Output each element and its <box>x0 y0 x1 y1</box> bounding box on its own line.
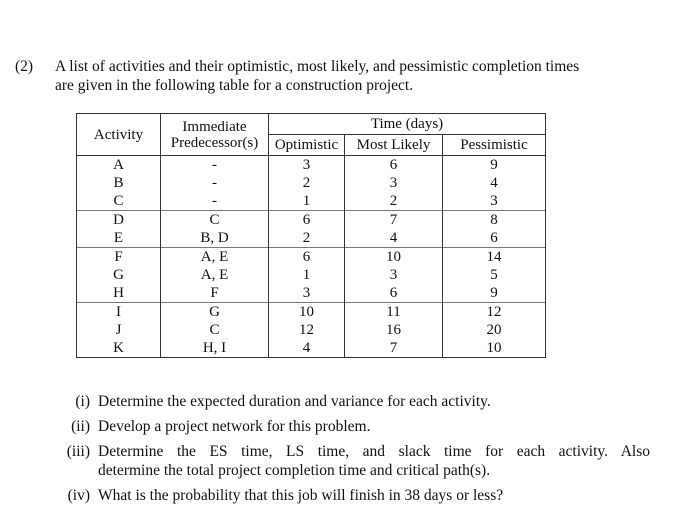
question-number: (i) <box>75 393 90 410</box>
header-activity: Activity <box>77 114 161 156</box>
table-row <box>77 303 546 322</box>
table-row <box>77 284 546 303</box>
question-line: determine the total project completion time and critical path(s). <box>98 462 491 479</box>
problem-intro <box>55 57 655 95</box>
header-immediate-predecessors <box>161 114 269 156</box>
question-line: Develop a project network for this problem. <box>98 418 371 435</box>
cell-optimistic: 2 <box>269 229 345 248</box>
cell-predecessors: - <box>161 192 269 211</box>
question-number: (ii) <box>71 418 90 435</box>
cell-pessimistic: 5 <box>443 266 546 284</box>
header-time-days: Time (days) <box>269 114 546 135</box>
table-row <box>77 174 546 192</box>
table-row <box>77 248 546 267</box>
cell-activity: H <box>77 284 161 303</box>
cell-optimistic: 3 <box>269 156 345 175</box>
cell-predecessors: B, D <box>161 229 269 248</box>
cell-optimistic: 2 <box>269 174 345 192</box>
cell-pessimistic: 12 <box>443 303 546 322</box>
question-number: (iii) <box>66 443 90 460</box>
table-row <box>77 339 546 358</box>
cell-pessimistic: 9 <box>443 156 546 175</box>
cell-optimistic: 12 <box>269 321 345 339</box>
cell-predecessors: A, E <box>161 248 269 267</box>
question-text <box>98 486 650 505</box>
cell-optimistic: 1 <box>269 266 345 284</box>
cell-activity: A <box>77 156 161 175</box>
activity-time-table <box>76 113 546 358</box>
question-item <box>50 442 650 480</box>
cell-activity: B <box>77 174 161 192</box>
question-line: Determine the ES time, LS time, and slack time for each activity. Also <box>98 443 650 460</box>
cell-most-likely: 6 <box>345 156 443 175</box>
question-item <box>50 486 650 505</box>
table-row <box>77 229 546 248</box>
cell-activity: I <box>77 303 161 322</box>
cell-predecessors: - <box>161 174 269 192</box>
cell-pessimistic: 8 <box>443 211 546 230</box>
question-number: (iv) <box>67 487 90 504</box>
cell-activity: G <box>77 266 161 284</box>
cell-pessimistic: 20 <box>443 321 546 339</box>
cell-optimistic: 1 <box>269 192 345 211</box>
table-row <box>77 266 546 284</box>
cell-most-likely: 3 <box>345 266 443 284</box>
cell-most-likely: 7 <box>345 339 443 358</box>
cell-pessimistic: 14 <box>443 248 546 267</box>
problem-intro-line-2: are given in the following table for a construction project. <box>55 77 414 94</box>
cell-most-likely: 16 <box>345 321 443 339</box>
cell-activity: J <box>77 321 161 339</box>
cell-optimistic: 6 <box>269 211 345 230</box>
cell-pessimistic: 3 <box>443 192 546 211</box>
cell-pessimistic: 9 <box>443 284 546 303</box>
cell-predecessors: - <box>161 156 269 175</box>
cell-optimistic: 6 <box>269 248 345 267</box>
question-item <box>50 417 650 436</box>
header-pessimistic: Pessimistic <box>443 135 546 156</box>
question-item <box>50 392 650 411</box>
cell-optimistic: 4 <box>269 339 345 358</box>
problem-number: (2) <box>15 58 34 75</box>
question-line: Determine the expected duration and variance for each activity. <box>98 393 491 410</box>
question-list <box>50 392 650 511</box>
table-row <box>77 192 546 211</box>
cell-predecessors: F <box>161 284 269 303</box>
cell-most-likely: 6 <box>345 284 443 303</box>
cell-activity: F <box>77 248 161 267</box>
cell-pessimistic: 6 <box>443 229 546 248</box>
cell-predecessors: C <box>161 211 269 230</box>
cell-predecessors: H, I <box>161 339 269 358</box>
cell-most-likely: 2 <box>345 192 443 211</box>
question-line: What is the probability that this job will finish in 38 days or less? <box>98 487 504 504</box>
table-body <box>77 156 546 358</box>
question-text <box>98 417 650 436</box>
header-optimistic: Optimistic <box>269 135 345 156</box>
cell-predecessors: G <box>161 303 269 322</box>
cell-pessimistic: 4 <box>443 174 546 192</box>
header-predecessor-line-2: Predecessor(s) <box>170 134 259 151</box>
cell-activity: D <box>77 211 161 230</box>
header-predecessor-line-1: Immediate <box>182 118 247 135</box>
header-most-likely: Most Likely <box>345 135 443 156</box>
question-text <box>98 392 650 411</box>
cell-most-likely: 3 <box>345 174 443 192</box>
question-text <box>98 442 650 480</box>
cell-optimistic: 3 <box>269 284 345 303</box>
cell-most-likely: 11 <box>345 303 443 322</box>
cell-activity: E <box>77 229 161 248</box>
cell-most-likely: 4 <box>345 229 443 248</box>
table-row <box>77 321 546 339</box>
cell-most-likely: 7 <box>345 211 443 230</box>
cell-activity: C <box>77 192 161 211</box>
problem-intro-line-1: A list of activities and their optimistic, most likely, and pessimistic completion times <box>55 58 580 75</box>
cell-predecessors: A, E <box>161 266 269 284</box>
cell-pessimistic: 10 <box>443 339 546 358</box>
cell-predecessors: C <box>161 321 269 339</box>
table-row <box>77 156 546 175</box>
cell-activity: K <box>77 339 161 358</box>
cell-most-likely: 10 <box>345 248 443 267</box>
cell-optimistic: 10 <box>269 303 345 322</box>
table-row <box>77 211 546 230</box>
